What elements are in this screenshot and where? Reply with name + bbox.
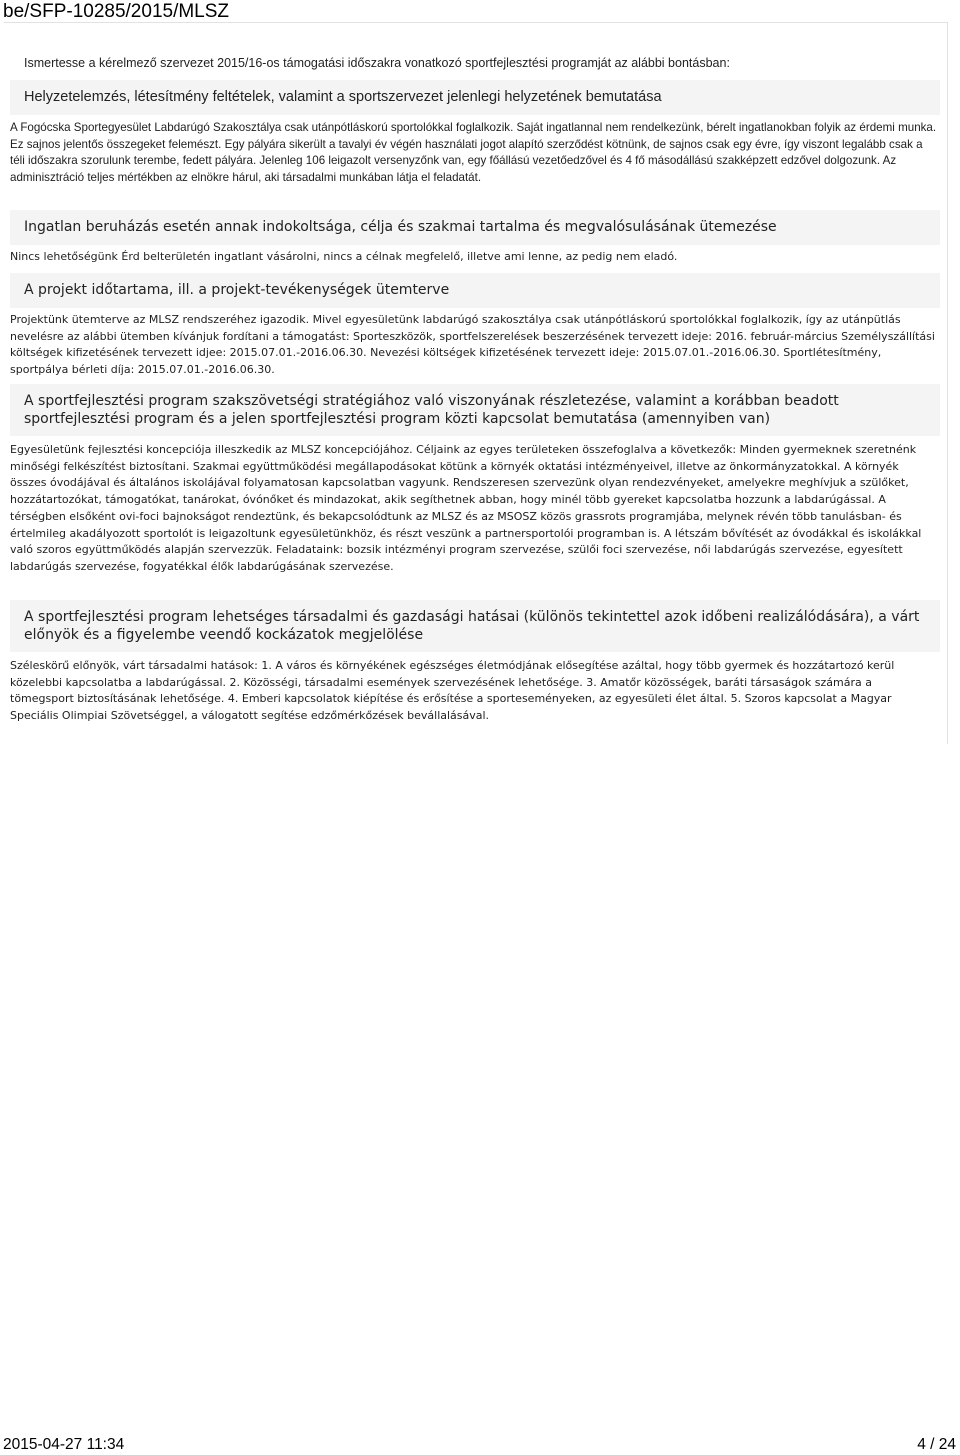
footer-page-number: 4 / 24 xyxy=(917,1436,956,1453)
document-id: be/SFP-10285/2015/MLSZ xyxy=(3,1,230,22)
section-body-strategy: Egyesületünk fejlesztési koncepciója illeszkedik az MLSZ koncepciójához. Céljaink az egyes területeken összefoglalva a következők: Minden gyermeknek szeretnénk minőségi felkészítést biztosítani. Szakmai együttműködési megállapodásokat kötünk a környék oktatási intézményeivel, illetve az önkormányzatokkal. A környék összes óvodájával és általános iskolájával folyamatosan kapcsolatban vagyunk. Rendszeresen szervezünk olyan rendezvényeket, amelyekre meghívjuk a szülőket, hozzátartozókat, támogatókat, tanárokat, óvónőket és mindazokat, akik segíthetnek abban, hogy minél több gyereket kapcsolatba hozzunk a labdarúgással. A térségben elsőként ovi-foci bajnokságot rendeztünk, és bekapcsolódtunk az MLSZ és az MSOSZ közös grassrots programjába, melynek révén több tanulásban- és értelmileg akadályozott sportolót is leigazoltunk egyesületünkhöz, és részt veszünk a partnersportolói programban is. A létszám bővítését az óvodákkal és iskolákkal való szoros együttműködés alapján szervezzük. Feladataink: bozsik intézményi program szervezése, szülői foci szervezése, női labdarúgás szervezése, egyesített labdarúgás szervezése, fogyatékkal élők labdarúgásának szervezése. xyxy=(10,443,922,573)
section-body-schedule: Projektünk ütemterve az MLSZ rendszeréhez igazodik. Mivel egyesületünk labdarúgó szakosztálya csak utánpótláskorú sportolókkal foglalkozik, így az utánpütlás nevelésre az alábbi ütemben kívánjuk fordítani a támogatást: Sporteszközök, sportfelszerelések beszerzésének tervezett ideje: 2016. február-március Személyszállítási költségek kifizetésének tervezett idjee: 2015.07.01.-2016.06.30. Nevezési költségek kifizetésének tervezett ideje: 2015.07.01.-2016.06.30. Sportlétesítmény, sportpálya bérleti díja: 2015.07.01.-2016.06.30. xyxy=(10,313,935,377)
section-heading-real-estate: Ingatlan beruházás esetén annak indokoltsága, célja és szakmai tartalma és megvalósulásának ütemezése xyxy=(10,210,940,245)
footer-timestamp: 2015-04-27 11:34 xyxy=(3,1436,125,1453)
section-heading-impacts: A sportfejlesztési program lehetséges társadalmi és gazdasági hatásai (különös tekintettel azok időbeni realizálódására), a várt előnyök és a figyelembe veendő kockázatok megjelölése xyxy=(10,600,940,652)
section-heading-strategy: A sportfejlesztési program szakszövetségi stratégiához való viszonyának részletezése, valamint a korábban beadott sportfejlesztési program és a jelen sportfejlesztési program közti kapcsolat bemutatása (amennyiben van) xyxy=(10,384,940,436)
intro-text: Ismertesse a kérelmező szervezet 2015/16-os támogatási időszakra vonatkozó sportfejlesztési programját az alábbi bontásban: xyxy=(24,56,730,70)
section-body-real-estate: Nincs lehetőségünk Érd belterületén ingatlant vásárolni, nincs a célnak megfelelő, illetve ami lenne, az pedig nem eladó. xyxy=(10,250,678,263)
section-body-situation: A Fogócska Sportegyesület Labdarúgó Szakosztálya csak utánpótláskorú sportolókkal foglalkozik. Saját ingatlannal nem rendelkezünk, bérelt ingatlanokban folyik az érdemi munka. Ez sajnos jelentős összegeket felemészt. Egy pályára sikerült a tavalyi év végén használati jogot alapító szerződést kötnünk, de sajnos csak egy évre, így viszont legalább csak a téli időszakra szorulunk terembe, fedett pályára. Jelenleg 106 leigazolt versenyzőnk van, egy főállású vezetőedzővel és 4 fő másodállású szakképzett edzővel dolgozunk. Az adminisztráció teljes mértékben az elnökre hárul, aki társadalmi munkában látja el feladatát. xyxy=(10,121,937,185)
section-body-impacts: Széleskörű előnyök, várt társadalmi hatások: 1. A város és környékének egészséges életmódjának elősegítése azáltal, hogy több gyermek és hozzátartozó kerül közelebbi kapcsolatba a labdarúgással. 2. Közösségi, társadalmi események szervezésének lehetősége. 3. Amatőr közösségek, baráti társaságok számára a tömegsport biztosításának lehetősége. 4. Emberi kapcsolatok kiépítése és erősítése a sporteseményeken, az egyesületi élet által. 5. Szoros kapcsolat a Magyar Speciális Olimpiai Szövetséggel, a válogatott segítése edzőmérkőzések bevállalásával. xyxy=(10,659,895,723)
section-heading-schedule: A projekt időtartama, ill. a projekt-tevékenységek ütemterve xyxy=(10,273,940,308)
section-heading-situation: Helyzetelemzés, létesítmény feltételek, valamint a sportszervezet jelenlegi helyzetének bemutatása xyxy=(10,80,940,115)
